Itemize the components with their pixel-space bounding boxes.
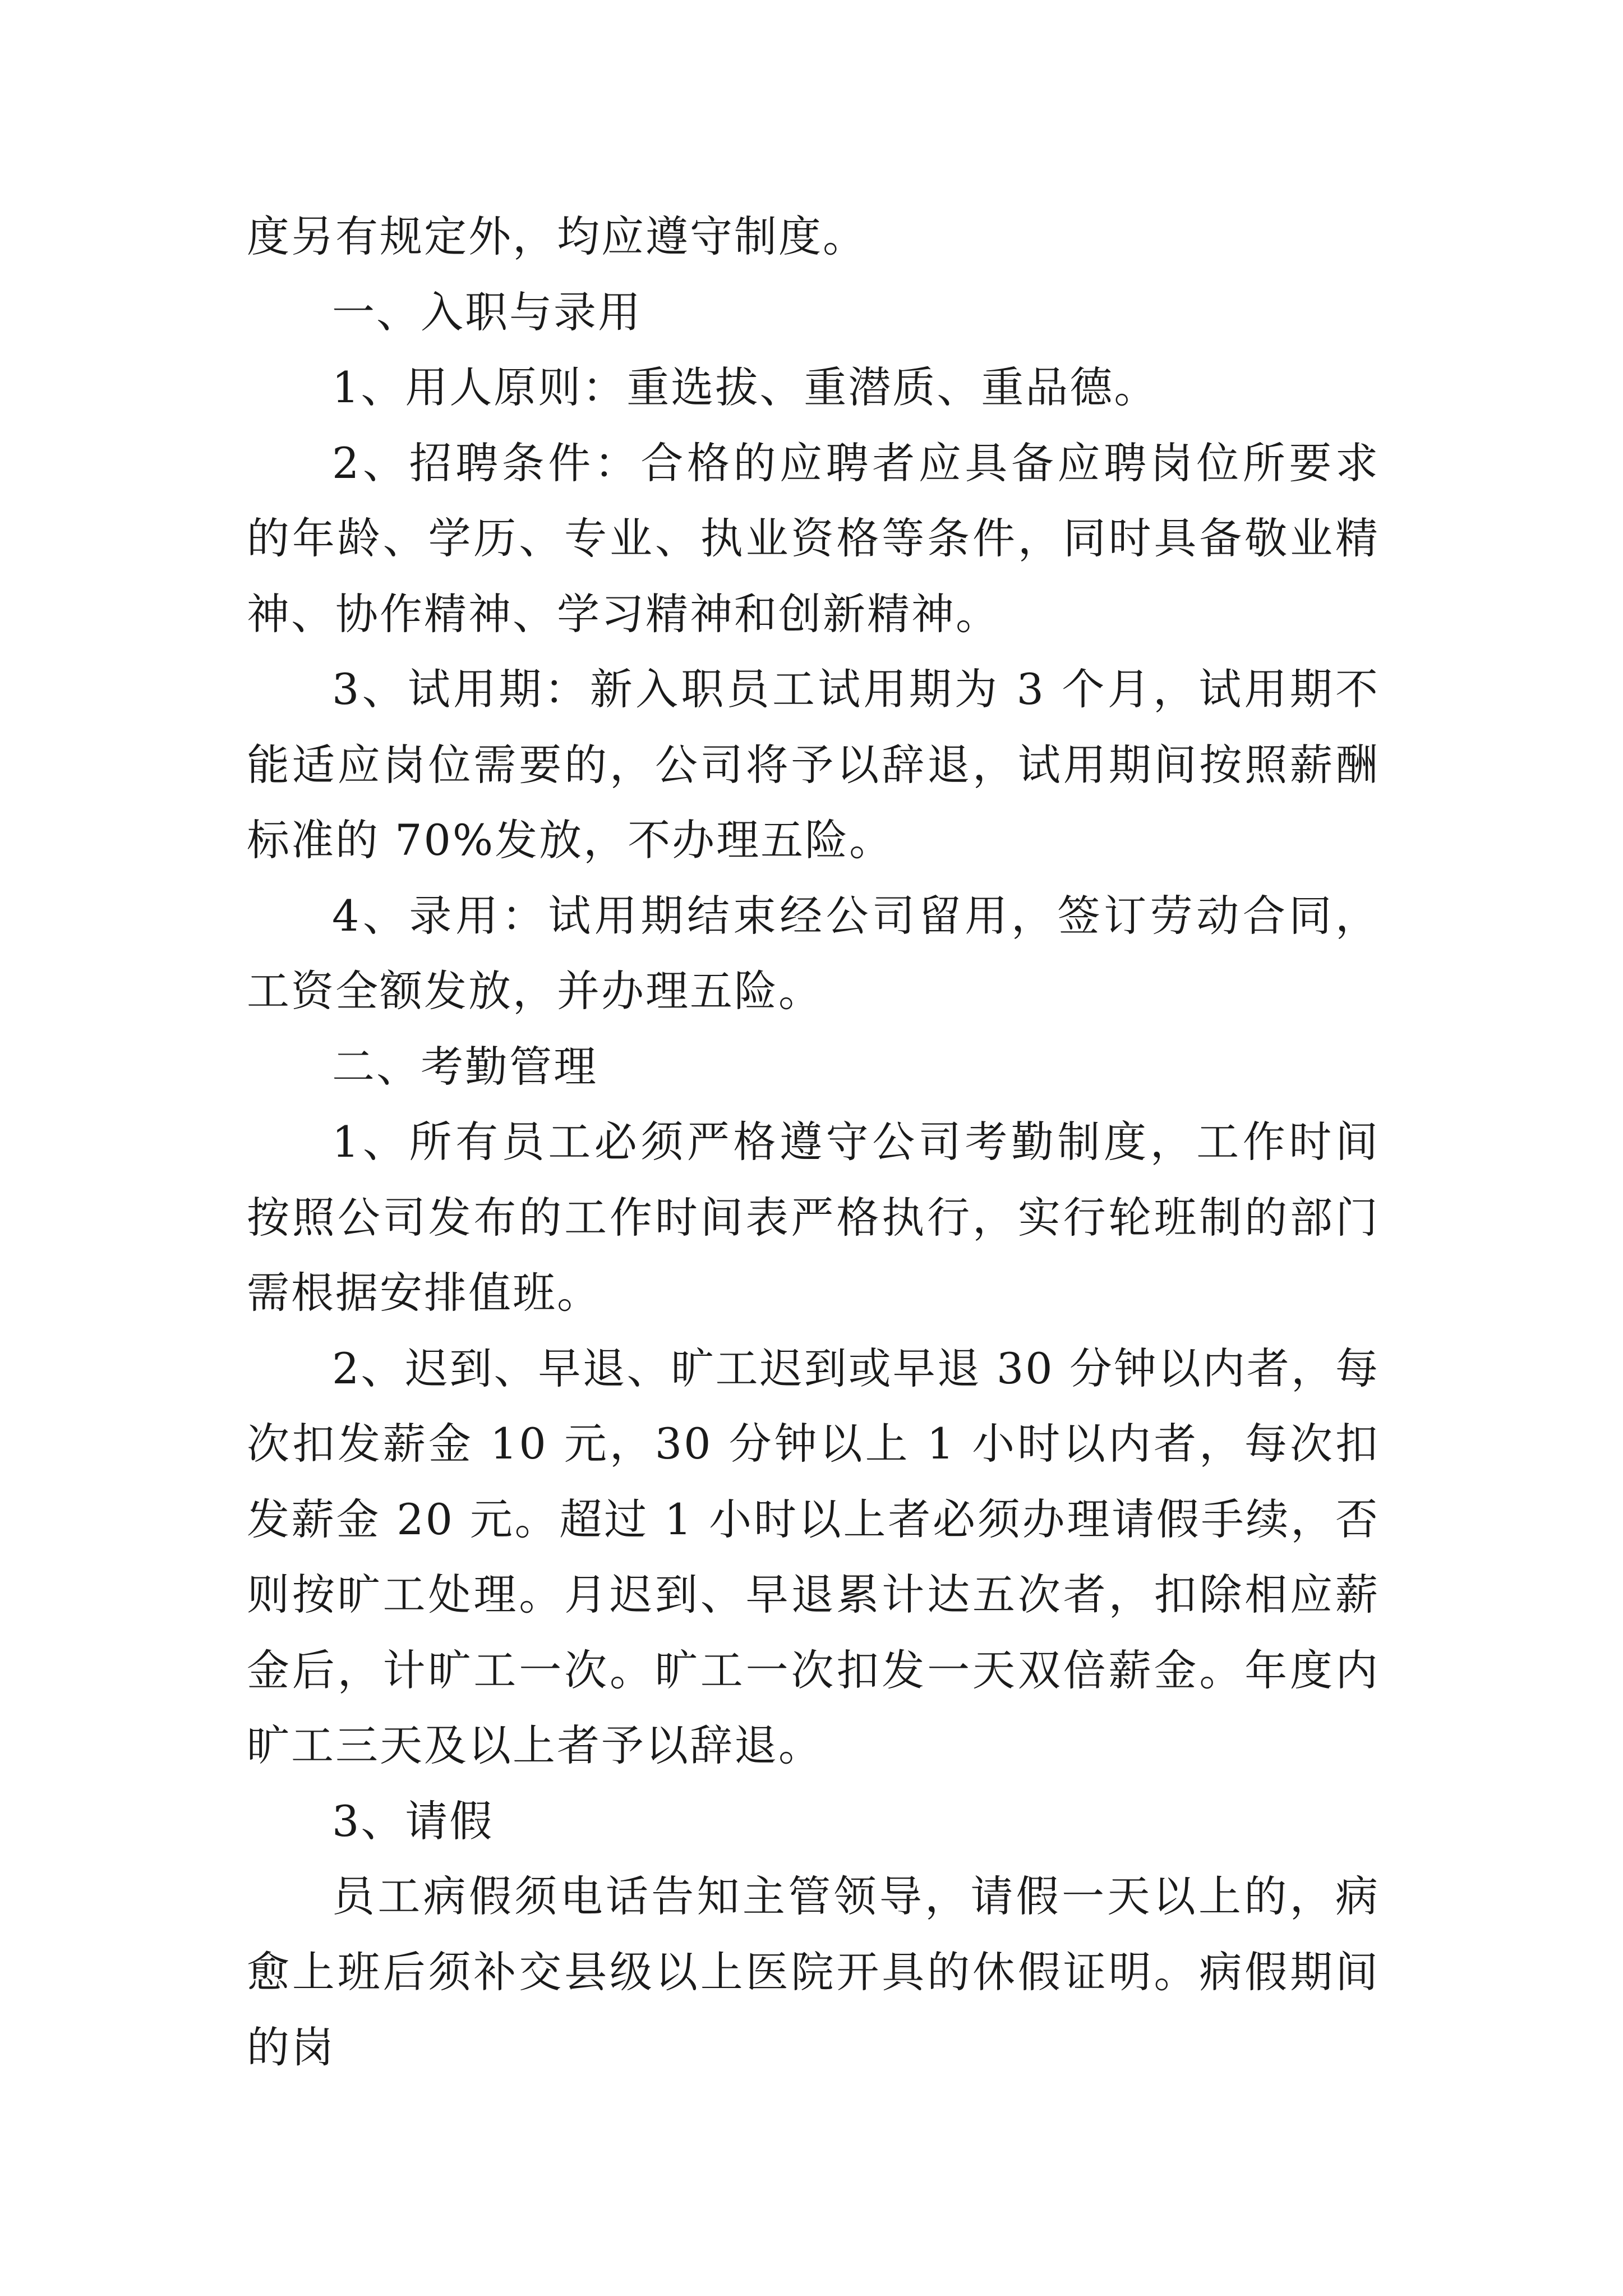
paragraph-continuation: 度另有规定外，均应遵守制度。 [247, 211, 867, 261]
paragraph-hiring-principle: 1、用人原则：重选拔、重潜质、重品德。 [332, 362, 1159, 412]
section-heading-attendance: 二、考勤管理 [332, 1041, 598, 1092]
section-heading-onboarding: 一、入职与录用 [332, 287, 642, 337]
paragraph-sick-leave: 员工病假须电话告知主管领导，请假一天以上的，病愈上班后须补交县级以上医院开具的休假证明。病假期间的岗 [247, 1871, 1380, 2072]
subsection-heading-leave: 3、请假 [332, 1796, 494, 1846]
paragraph-attendance-rules: 1、所有员工必须严格遵守公司考勤制度，工作时间按照公司发布的工作时间表严格执行，实行轮班制的部门需根据安排值班。 [247, 1117, 1380, 1318]
document-body [247, 199, 1380, 2086]
paragraph-recruitment-conditions: 2、招聘条件：合格的应聘者应具备应聘岗位所要求的年龄、学历、专业、执业资格等条件，同时具备敬业精神、协作精神、学习精神和创新精神。 [247, 438, 1380, 639]
paragraph-probation: 3、试用期：新入职员工试用期为 3 个月，试用期不能适应岗位需要的，公司将予以辞退，试用期间按照薪酬标准的 70%发放，不办理五险。 [247, 664, 1380, 865]
paragraph-lateness-penalties: 2、迟到、早退、旷工迟到或早退 30 分钟以内者，每次扣发薪金 10 元，30 分钟以上 1 小时以内者，每次扣发薪金 20 元。超过 1 小时以上者必须办理请假手续，否则按旷工处理。月迟到、早退累计达五次者，扣除相应薪金后，计旷工一次。旷工一次扣发一天双倍薪金。年度内旷工三天及以上者予以辞退。 [247, 1343, 1380, 1770]
paragraph-employment: 4、录用：试用期结束经公司留用，签订劳动合同，工资全额发放，并办理五险。 [247, 890, 1380, 1016]
